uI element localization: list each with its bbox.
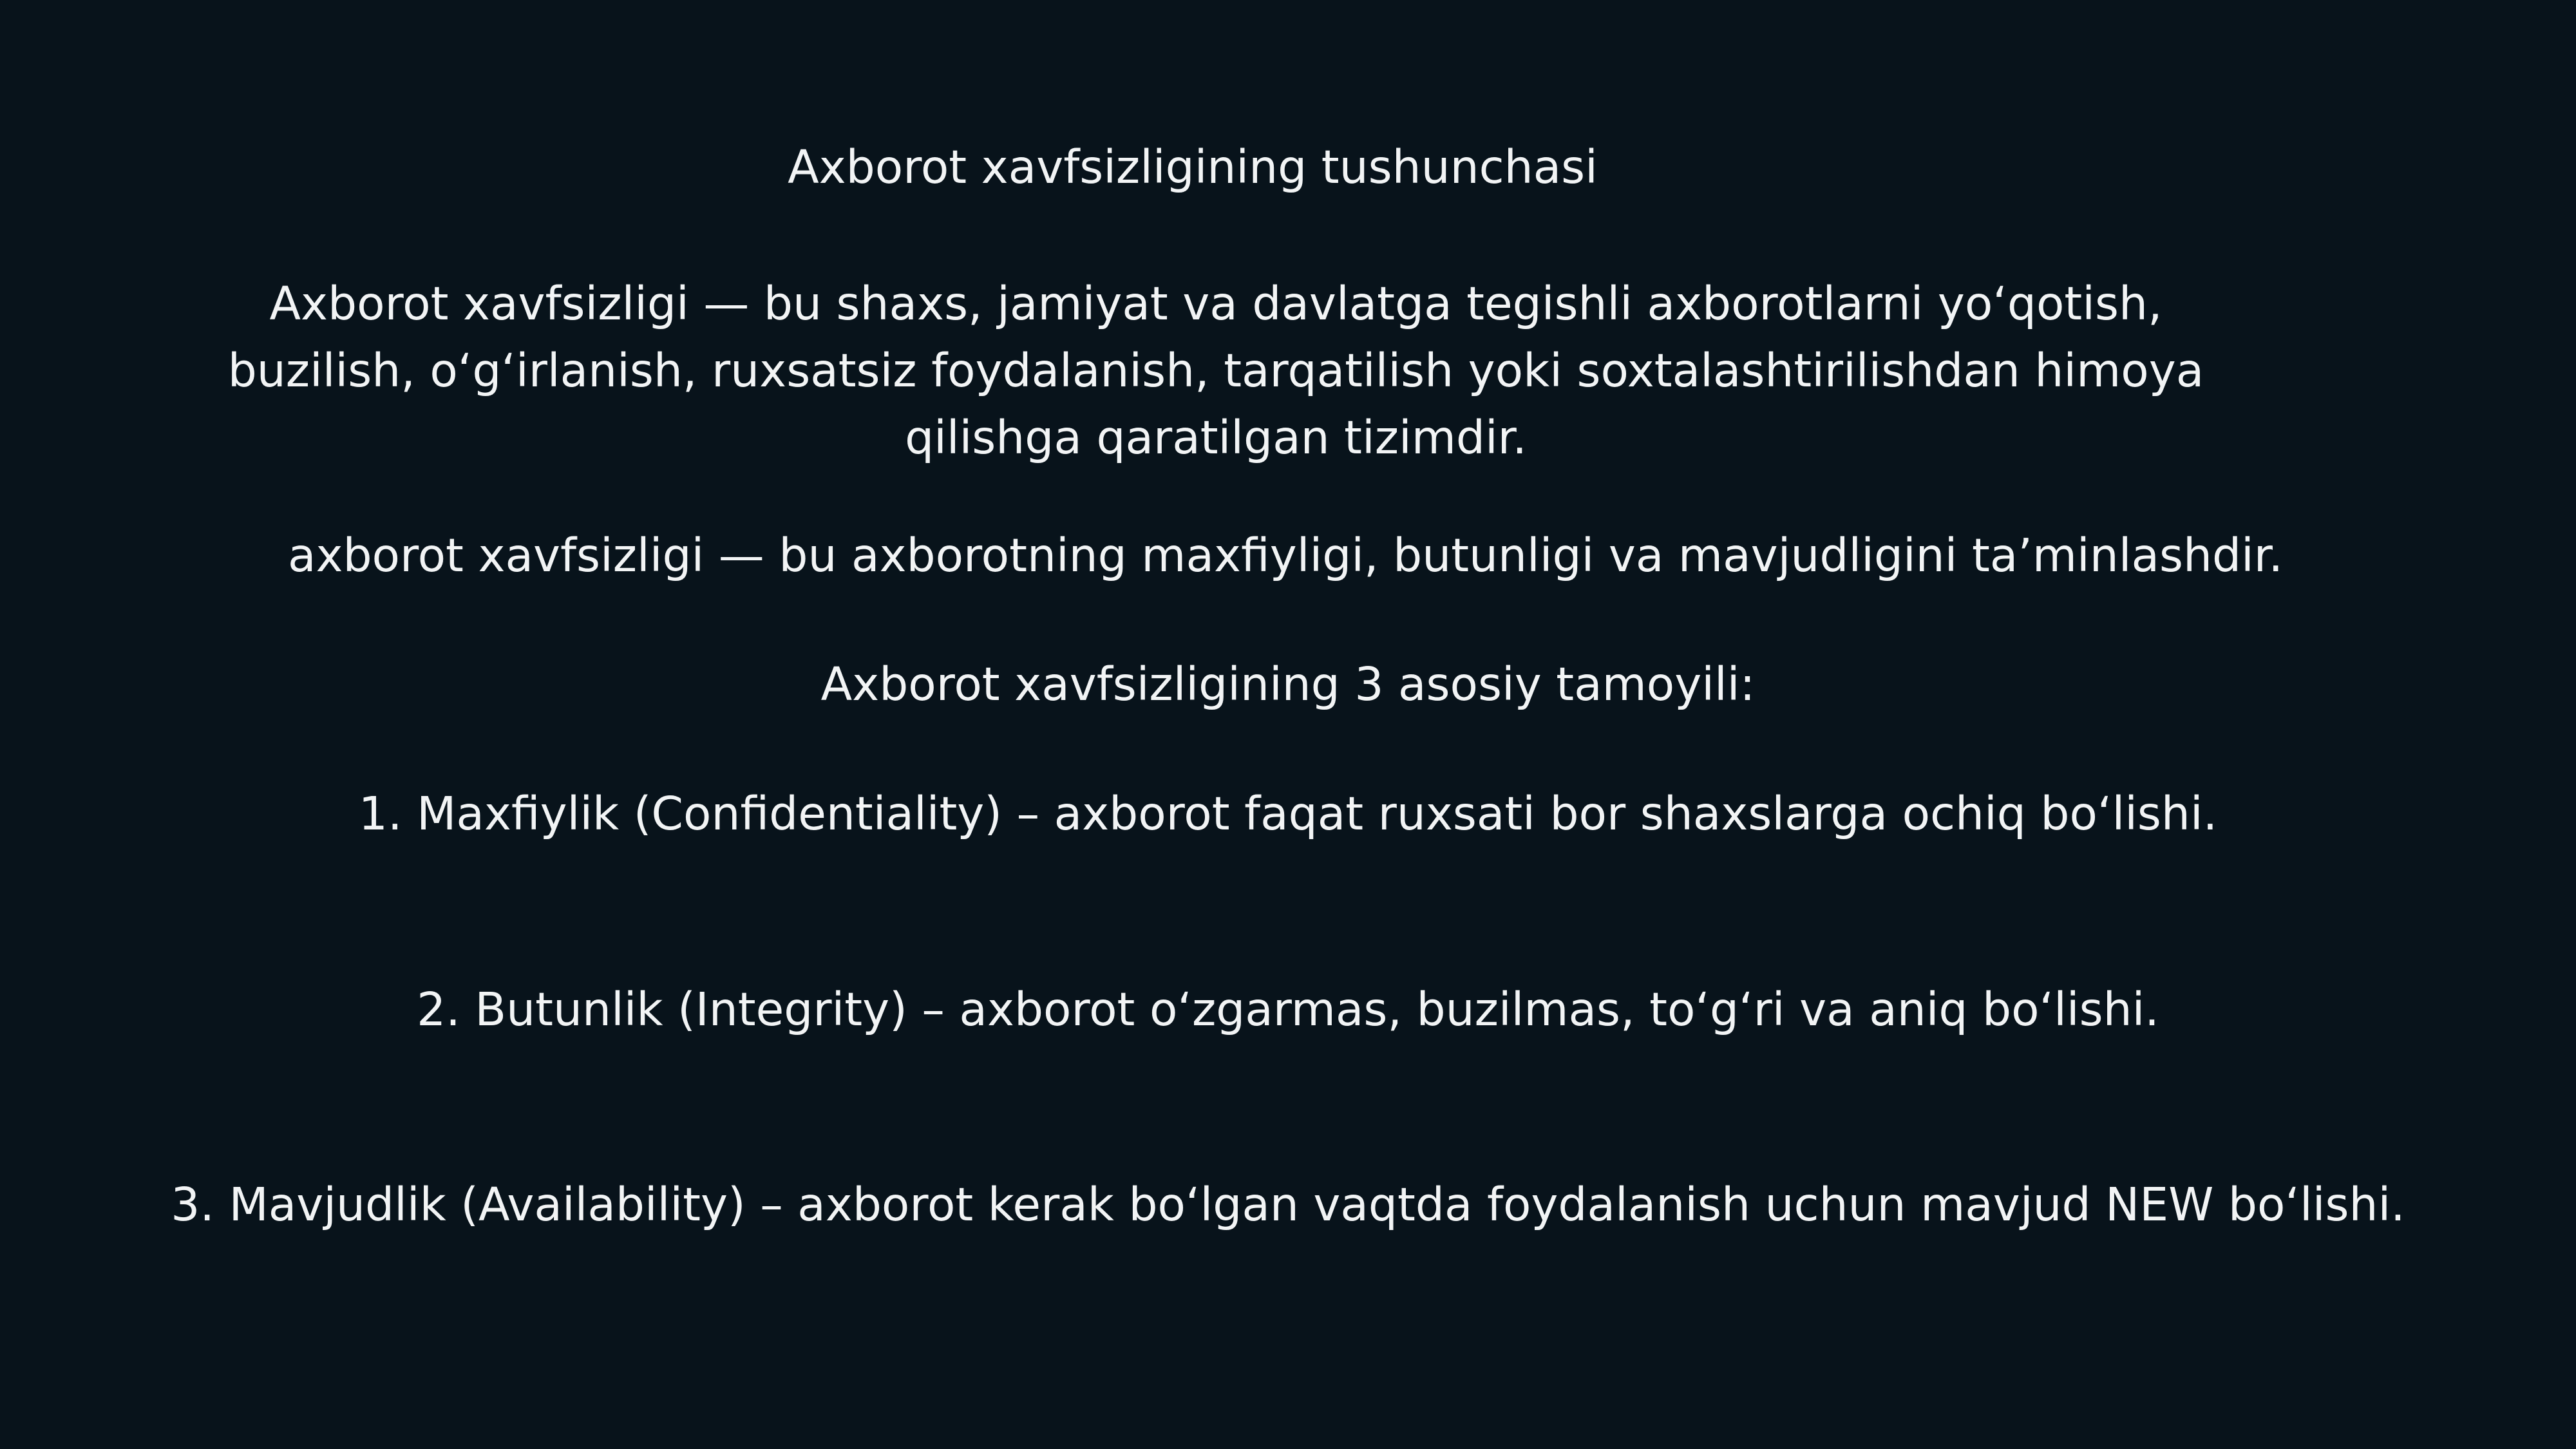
principle-item-availability: 3. Mavjudlik (Availability) – axborot kerak bo‘lgan vaqtda foydalanish uchun mavjud NEW bo‘lishi. <box>171 1178 2405 1231</box>
principle-item-confidentiality: 1. Maxfiylik (Confidentiality) – axborot faqat ruxsati bor shaxslarga ochiq bo‘lishi. <box>358 787 2218 840</box>
slide-title: Axborot xavfsizligining tushunchasi <box>788 140 1598 194</box>
definition-paragraph <box>0 270 2504 471</box>
definition-line-3: qilishga qaratilgan tizimdir. <box>905 411 1527 464</box>
definition-line-2: buzilish, o‘g‘irlanish, ruxsatsiz foydalanish, tarqatilish yoki soxtalashtirilishdan himoya <box>227 344 2204 397</box>
short-definition: axborot xavfsizligi — bu axborotning maxfiyligi, butunligi va mavjudligini ta’minlashdir. <box>287 529 2284 582</box>
definition-line-1: Axborot xavfsizligi — bu shaxs, jamiyat va davlatga tegishli axborotlarni yo‘qotish, <box>269 277 2163 330</box>
principles-heading: Axborot xavfsizligining 3 asosiy tamoyili: <box>820 658 1756 711</box>
principle-item-integrity: 2. Butunlik (Integrity) – axborot o‘zgarmas, buzilmas, to‘g‘ri va aniq bo‘lishi. <box>417 983 2159 1036</box>
